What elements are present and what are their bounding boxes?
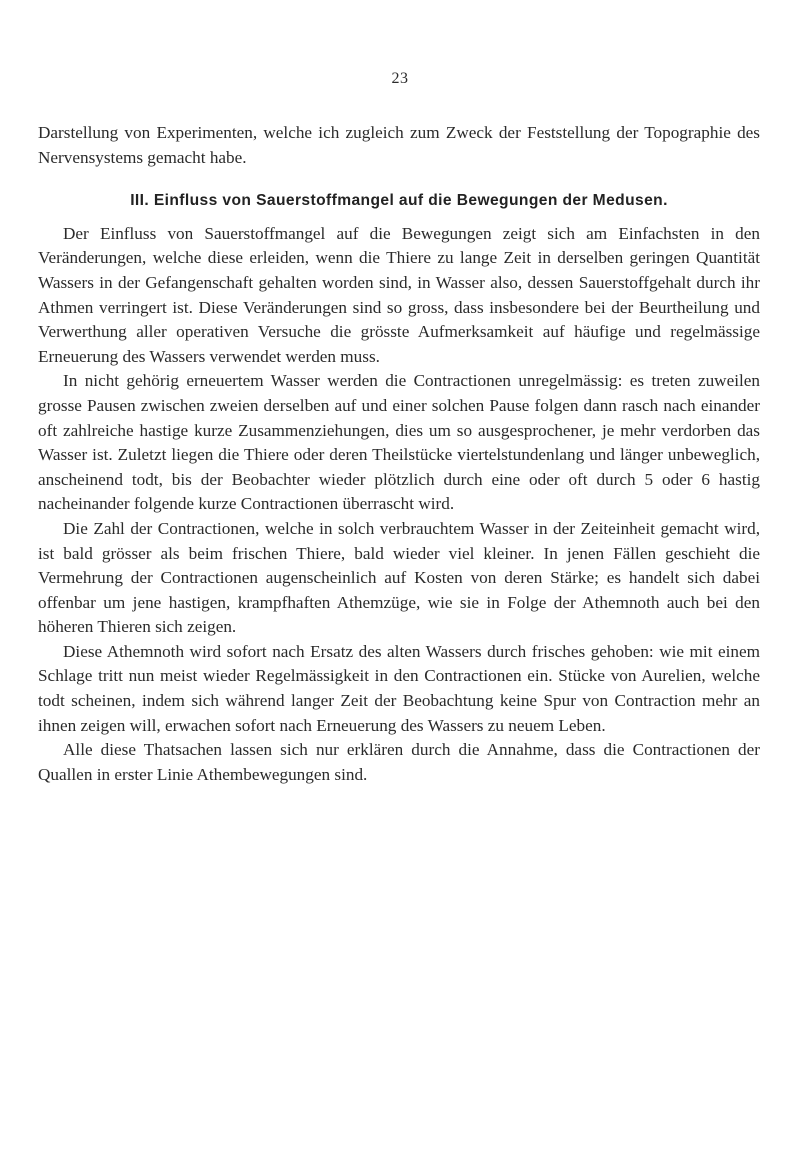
paragraph-4: Diese Athemnoth wird sofort nach Ersatz des alten Wassers durch frisches gehoben: wie mit einem Schlage tritt nun meist wieder Regelmässigkeit in den Contractionen ein. Stücke von Aurelien, welche todt scheinen, indem sich während langer Zeit der Beobachtung keine Spur von Contraction mehr an ihnen zeigen will, erwachen sofort nach Erneuerung des Wassers zu neuem Leben. [38,641,760,735]
paragraph-1: Der Einfluss von Sauerstoffmangel auf die Bewegungen zeigt sich am Einfachsten in den Veränderungen, welche diese erleiden, wenn die Thiere zu lange Zeit in derselben geringen Quantität Wassers in der Gefangenschaft gehalten worden sind, in Wasser also, dessen Sauerstoffgehalt durch ihr Athmen verringert ist. Diese Veränderungen sind so gross, dass insbesondere bei der Beurtheilung und Verwerthung aller operativen Versuche die grösste Aufmerksamkeit auf häufige und regelmässige Erneuerung des Wassers verwendet werden muss. [38,223,760,366]
paragraph-5: Alle diese Thatsachen lassen sich nur erklären durch die Annahme, dass die Contractionen der Quallen in erster Linie Athembewegungen sind. [38,740,760,784]
section-heading: III. Einfluss von Sauerstoffmangel auf die Bewegungen der Medusen. [130,192,668,210]
paragraph-3: Die Zahl der Contractionen, welche in solch verbrauchtem Wasser in der Zeiteinheit gemacht wird, ist bald grösser als beim frischen Thiere, bald wieder viel kleiner. In jenen Fällen geschieht die Vermehrung der Contractionen augenscheinlich auf Kosten von deren Stärke; es handelt sich dabei offenbar um jene hastigen, krampfhaften Athemzüge, wie sie in Folge der Athemnoth auch bei den höheren Thieren sich zeigen. [38,518,760,637]
body-text [38,121,760,787]
intro-paragraph: Darstellung von Experimenten, welche ich zugleich zum Zweck der Feststellung der Topographie des Nervensystems gemacht habe. [38,123,760,167]
paragraph-2: In nicht gehörig erneuertem Wasser werden die Contractionen unregelmässig: es treten zuweilen grosse Pausen zwischen zweien derselben auf und einer solchen Pause folgen dann rasch nach einander oft zahlreiche hastige kurze Zusammenziehungen, dies um so ausgesprochener, je mehr verdorben das Wasser ist. Zuletzt liegen die Thiere oder deren Theilstücke viertelstundenlang und länger unbeweglich, anscheinend todt, bis der Beobachter wieder plötzlich durch eine oder oft durch 5 oder 6 hastig nacheinander folgende kurze Contractionen überrascht wird. [38,371,760,514]
page-number: 23 [391,70,409,87]
